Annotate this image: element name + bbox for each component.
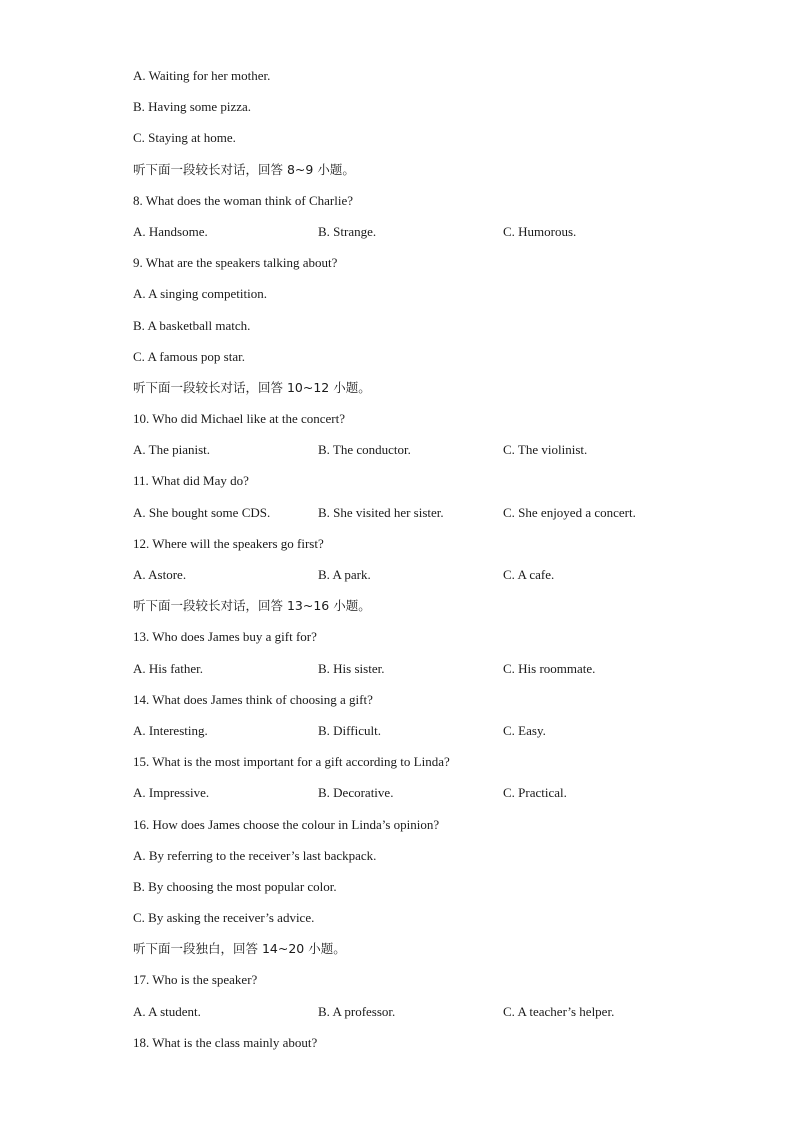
- answer-options-row: [133, 721, 753, 752]
- question-text: 13. Who does James buy a gift for?: [133, 629, 317, 645]
- answer-option: A. Handsome.: [133, 223, 208, 239]
- answer-options-row: [133, 440, 753, 471]
- answer-option: C. She enjoyed a concert.: [503, 504, 636, 520]
- answer-option: C. His roommate.: [503, 660, 596, 676]
- question-text: 16. How does James choose the colour in Linda’s opinion?: [133, 816, 440, 832]
- answer-option: A. Interesting.: [133, 722, 208, 738]
- answer-option: A. His father.: [133, 660, 204, 676]
- answer-option: B. Difficult.: [318, 722, 381, 738]
- answer-option: A. Impressive.: [133, 785, 210, 801]
- answer-option: C. Humorous.: [503, 223, 577, 239]
- answer-option: C. Practical.: [503, 785, 567, 801]
- answer-option: C. A famous pop star.: [133, 348, 245, 364]
- question-text: 11. What did May do?: [133, 473, 249, 489]
- answer-options-row: [133, 565, 753, 596]
- question-text: 17. Who is the speaker?: [133, 972, 258, 988]
- question-text: 9. What are the speakers talking about?: [133, 255, 338, 271]
- answer-options-row: [133, 1002, 753, 1033]
- question-text: 12. Where will the speakers go first?: [133, 535, 324, 551]
- question-text: 8. What does the woman think of Charlie?: [133, 192, 353, 208]
- answer-option: A. Waiting for her mother.: [133, 68, 271, 83]
- answer-option: B. A basketball match.: [133, 317, 251, 333]
- answer-option: B. Having some pizza.: [133, 99, 252, 115]
- answer-option: B. Decorative.: [318, 785, 394, 801]
- answer-option: B. A professor.: [318, 1003, 396, 1019]
- answer-options-row: [133, 659, 753, 690]
- answer-options-row: [133, 783, 753, 814]
- answer-option: A. She bought some CDS.: [133, 504, 271, 520]
- answer-option: A. Astore.: [133, 567, 187, 582]
- answer-option: C. Staying at home.: [133, 130, 236, 146]
- exam-page: [133, 66, 753, 1064]
- answer-option: B. The conductor.: [318, 442, 411, 458]
- answer-option: B. His sister.: [318, 660, 385, 676]
- answer-option: A. By referring to the receiver’s last backpack.: [133, 847, 377, 863]
- answer-option: C. By asking the receiver’s advice.: [133, 910, 315, 926]
- section-instruction: 听下面一段较长对话，回答 10~12 小题。: [133, 379, 371, 395]
- question-text: 18. What is the class mainly about?: [133, 1034, 318, 1050]
- answer-option: B. By choosing the most popular color.: [133, 878, 337, 894]
- answer-option: A. A student.: [133, 1003, 201, 1019]
- section-instruction: 听下面一段独白，回答 14~20 小题。: [133, 941, 346, 957]
- section-instruction: 听下面一段较长对话，回答 8~9 小题。: [133, 161, 355, 177]
- answer-option: B. A park.: [318, 567, 371, 582]
- question-text: 10. Who did Michael like at the concert?: [133, 411, 346, 427]
- answer-option: C. Easy.: [503, 722, 546, 738]
- answer-options-row: [133, 503, 753, 534]
- answer-option: B. She visited her sister.: [318, 504, 444, 520]
- section-instruction: 听下面一段较长对话，回答 13~16 小题。: [133, 598, 371, 614]
- answer-option: C. The violinist.: [503, 442, 588, 458]
- question-text: 15. What is the most important for a gift according to Linda?: [133, 754, 450, 770]
- answer-option: C. A cafe.: [503, 567, 555, 582]
- answer-option: A. A singing competition.: [133, 286, 267, 302]
- answer-option: C. A teacher’s helper.: [503, 1003, 615, 1019]
- question-text: 14. What does James think of choosing a gift?: [133, 691, 373, 707]
- answer-options-row: [133, 222, 753, 253]
- answer-option: A. The pianist.: [133, 442, 211, 458]
- answer-option: B. Strange.: [318, 223, 377, 239]
